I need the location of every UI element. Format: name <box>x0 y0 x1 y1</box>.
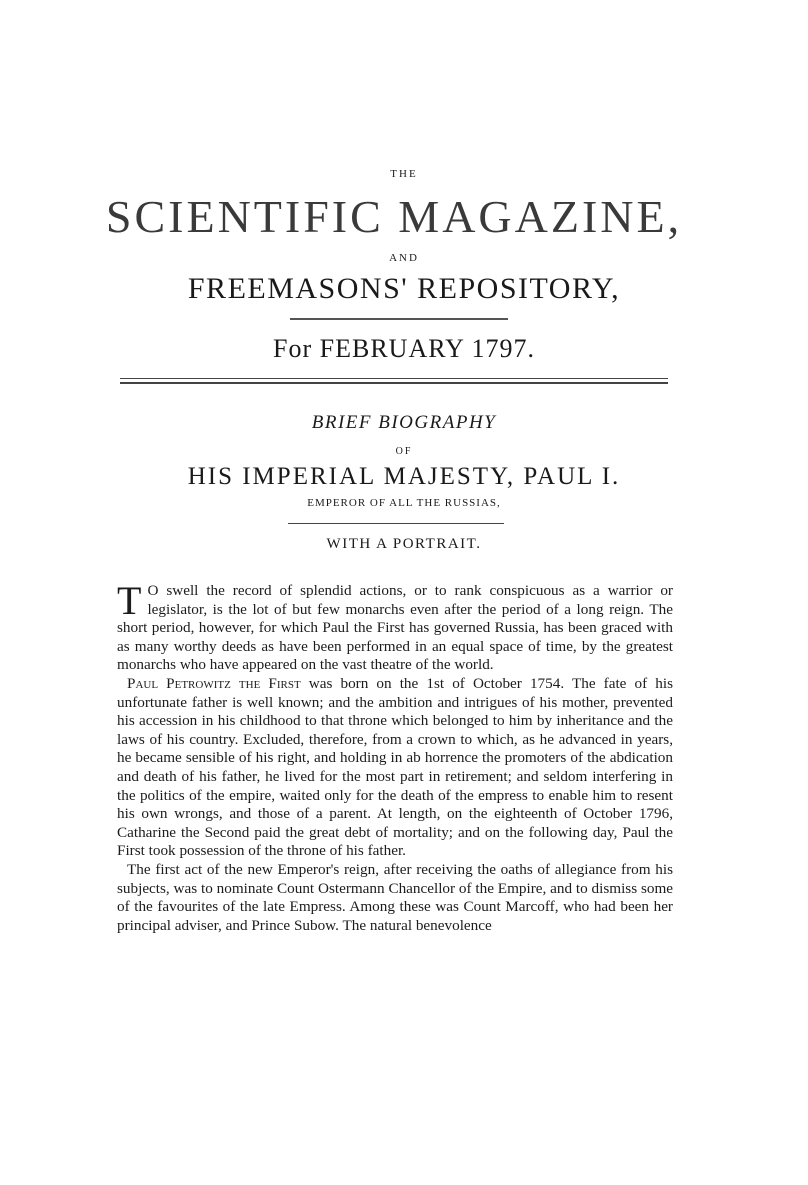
paragraph-3-text: The first act of the new Emperor's reign, after receiving the oaths of allegiance from his subjects, was to nominate Count Ostermann Chancellor of the Empire, and to dismiss some of the favourites of the late Empress. Among these was Count Marcoff, who had been her principal adviser, and Prince Subow. The natural benevolence <box>117 860 673 934</box>
double-rule-top <box>120 378 668 379</box>
issue-date: FEBRUARY 1797. <box>319 334 535 363</box>
paragraph-3 <box>117 861 673 935</box>
paragraph-2-lead: Paul Petrowitz the First <box>127 674 301 692</box>
article-of: OF <box>395 446 413 457</box>
section-rule <box>288 523 504 524</box>
article-subject-title: EMPEROR OF ALL THE RUSSIAS, <box>307 497 501 509</box>
issue-for: For <box>273 334 313 363</box>
drop-cap: T <box>117 578 142 623</box>
double-rule-bottom <box>120 382 668 384</box>
article-body <box>117 578 673 935</box>
magazine-title: SCIENTIFIC MAGAZINE, <box>105 191 683 242</box>
masthead-and: AND <box>389 252 419 264</box>
paragraph-1 <box>117 578 673 675</box>
issue-line <box>0 334 808 364</box>
article-subject: HIS IMPERIAL MAJESTY, PAUL I. <box>187 463 621 490</box>
portrait-note: WITH A PORTRAIT. <box>326 536 482 552</box>
masthead-the: THE <box>390 168 418 180</box>
short-rule <box>290 318 508 320</box>
paragraph-2 <box>117 675 673 861</box>
paragraph-1-text: O swell the record of splendid actions, or to rank conspicuous as a warrior or legislator, is the lot of but few monarchs even after the period of a long reign. The short period, however, for which Paul the First has governed Russia, has been graced with as many worthy deeds as have been performed in an equal space of time, by the greatest monarchs who have appeared on the vast theatre of the world. <box>117 582 673 674</box>
paragraph-2-text: was born on the 1st of October 1754. The fate of his unfortunate father is well known; and the ambition and intrigues of his mother, prevented his accession in his childhood to that throne which belonged to him by inheritance and the laws of his country. Excluded, therefore, from a crown to which, as he advanced in years, he became sensible of his right, and holding in ab horrence the promoters of the abdication and death of his father, he lived for the most part in retirement; and seldom interfering in the politics of the empire, waited only for the death of the empress to enable him to resent his own wrongs, and those of a parent. At length, on the eighteenth of October 1796, Catharine the Second paid the great debt of mortality; and on the following day, Paul the First took possession of the throne of his father. <box>117 674 673 860</box>
article-heading: BRIEF BIOGRAPHY <box>311 412 497 433</box>
magazine-subtitle: FREEMASONS' REPOSITORY, <box>187 272 621 305</box>
